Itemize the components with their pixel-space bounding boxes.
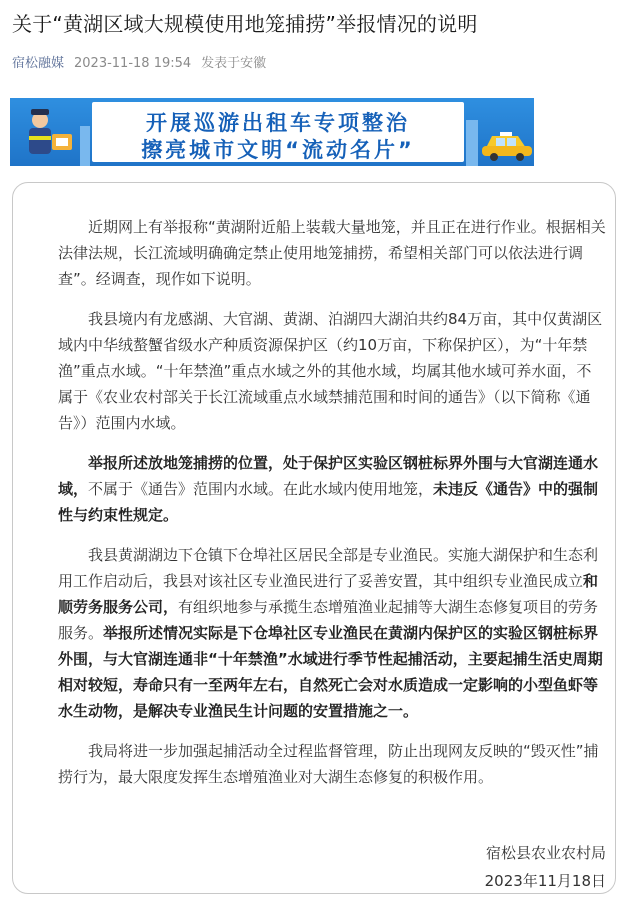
publish-datetime: 2023-11-18 19:54	[74, 56, 192, 71]
traffic-officer-illustration	[18, 106, 78, 164]
taxi-car-illustration	[480, 126, 534, 162]
building-shape	[80, 126, 90, 166]
signature-date: 2023年11月18日	[484, 872, 606, 890]
campaign-banner	[10, 98, 534, 166]
article-title: 关于“黄湖区域大规模使用地笼捕捞”举报情况的说明	[12, 12, 478, 36]
paragraph-2: 我县境内有龙感湖、大官湖、黄湖、泊湖四大湖泊共约84万亩，其中仅黄湖区域内中华绒螯蟹省级水产种质资源保护区（约10万亩，下称保护区），为“十年禁渔”重点水域。“十年禁渔”重点水域之外的其他水域，均属其他水域可养水面，不属于《农业农村部关于长江流域重点水域禁捕范围和时间的通告》（以下简称《通告》）范围内水域。	[58, 310, 603, 432]
banner-text-box	[92, 102, 464, 162]
paragraph-3-bold-1: 举报所述放地笼捕捞的位置，处于保护区实验区钢桩标界外围与大官湖连通水域，	[58, 454, 599, 498]
paragraph-4-bold-1: 和顺劳务服务公司，	[58, 572, 599, 616]
publish-location: 发表于安徽	[201, 56, 267, 71]
banner-line-2: 擦亮城市文明“流动名片”	[141, 138, 415, 162]
source-link[interactable]: 宿松融媒	[12, 56, 65, 71]
banner-line-1: 开展巡游出租车专项整治	[146, 111, 410, 135]
paragraph-4-bold-2: 举报所述情况实际是下仓埠社区专业渔民在黄湖内保护区的实验区钢桩标界外围，与大官湖连通非“十年禁渔”水域进行季节性起捕活动，主要起捕生活史周期相对较短，寿命只有一至两年左右，自然死亡会对水质造成一定影响的小型鱼虾等水生动物，是解决专业渔民生计问题的安置措施之一。	[58, 624, 603, 720]
paragraph-4	[58, 542, 606, 724]
paragraph-1: 近期网上有举报称“黄湖附近船上装载大量地笼，并且正在进行作业。根据相关法律法规，长江流域明确确定禁止使用地笼捕捞，希望相关部门可以依法进行调查”。经调查，现作如下说明。	[58, 218, 606, 288]
paragraph-4-text-1: 我县黄湖湖边下仓镇下仓埠社区居民全部是专业渔民。实施大湖保护和生态利用工作启动后，我县对该社区专业渔民进行了妥善安置，其中组织专业渔民成立	[58, 546, 599, 590]
signature-org: 宿松县农业农村局	[485, 844, 606, 862]
building-shape	[466, 120, 478, 166]
article-meta	[12, 52, 266, 71]
paragraph-3-bold-2: 未违反《通告》中的强制性与约束性规定。	[58, 480, 599, 524]
paragraph-5: 我局将进一步加强起捕活动全过程监督管理，防止出现网友反映的“毁灭性”捕捞行为，最大限度发挥生态增殖渔业对大湖生态修复的积极作用。	[58, 742, 599, 786]
paragraph-3	[58, 450, 606, 528]
paragraph-3-text-1: 不属于《通告》范围内水域。在此水域内使用地笼，	[88, 480, 434, 498]
paragraph-4-text-2: 有组织地参与承揽生态增殖渔业起捕等大湖生态修复项目的劳务服务。	[58, 598, 599, 642]
